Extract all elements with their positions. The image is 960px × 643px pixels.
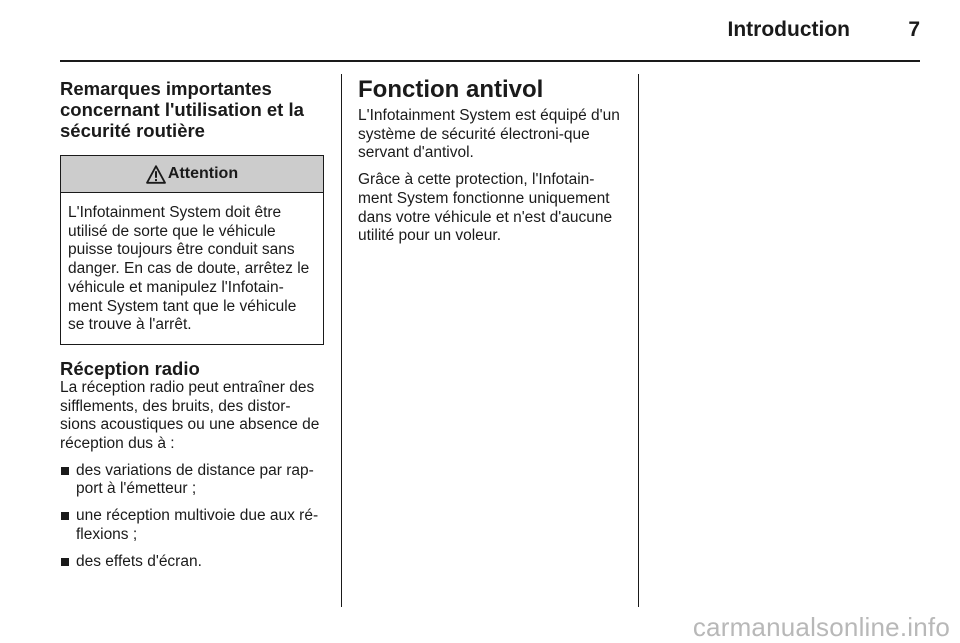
list-item: des variations de distance par rap-port à l'émetteur ;	[60, 462, 326, 499]
bullet-square-icon	[61, 512, 69, 520]
warning-text: L'Infotainment System doit être utilisé de sorte que le véhicule puisse toujours être conduit sans danger. En cas de doute, arrêtez le véhicule et manipulez l'Infotain-ment System tant que le véhicule se trouve à l'arrêt.	[68, 204, 310, 334]
warning-triangle-icon	[146, 165, 166, 184]
column-divider-right	[638, 74, 639, 607]
safety-heading: Remarques importantes concernant l'utilisation et la sécurité routière	[60, 78, 304, 141]
antitheft-paragraph-1: L'Infotainment System est équipé d'un système de sécurité électroni-que servant d'antivol.	[358, 107, 620, 162]
radio-reception-heading: Réception radio	[60, 357, 200, 379]
antitheft-paragraph-2: Grâce à cette protection, l'Infotain-ment System fonctionne uniquement dans votre véhicule et n'est d'aucune utilité pour un voleur.	[358, 171, 613, 245]
bullet-square-icon	[61, 558, 69, 566]
radio-reception-text: La réception radio peut entraîner des sifflements, des bruits, des distor-sions acoustiques ou une absence de réception dus à :	[60, 378, 320, 453]
warning-header	[61, 156, 323, 193]
watermark: carmanualsonline.info	[692, 612, 950, 642]
page-header-title: Introduction	[727, 18, 850, 41]
bullet-square-icon	[61, 467, 69, 475]
column-divider-left	[341, 74, 342, 607]
list-item: des effets d'écran.	[60, 553, 326, 572]
warning-title: Attention	[167, 165, 239, 182]
left-column	[60, 78, 326, 579]
middle-column	[358, 77, 626, 246]
header-divider	[60, 60, 920, 62]
list-item: une réception multivoie due aux ré-flexions ;	[60, 507, 326, 544]
page-number: 7	[908, 18, 920, 41]
antitheft-heading: Fonction antivol	[358, 76, 544, 103]
warning-box	[60, 155, 324, 345]
radio-reception-list	[60, 462, 326, 572]
